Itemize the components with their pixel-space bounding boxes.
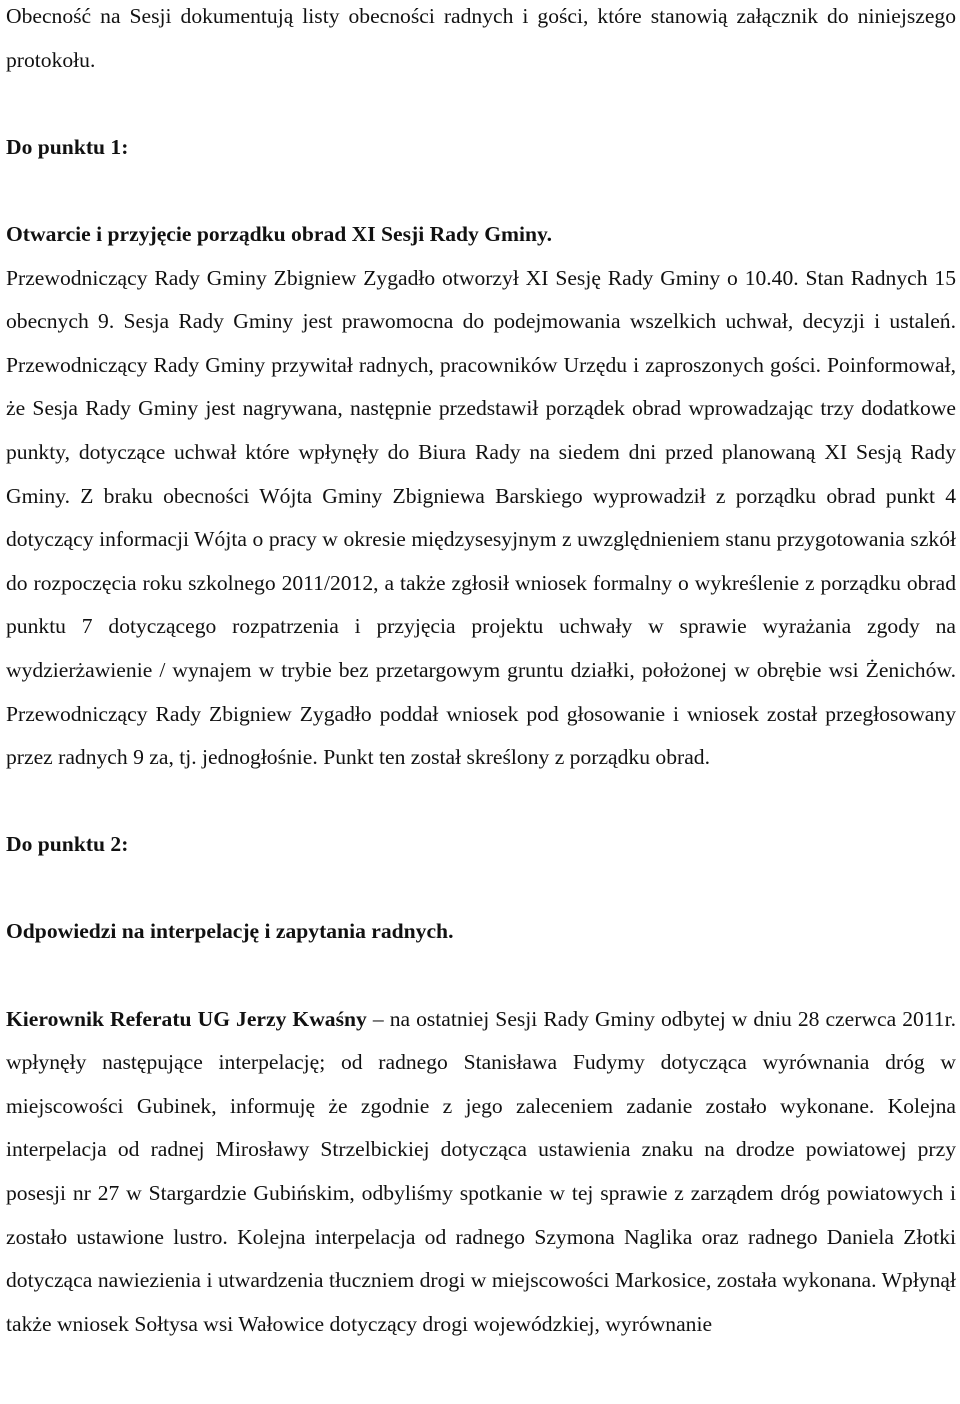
spacer [6, 82, 956, 126]
section2-title: Odpowiedzi na interpelację i zapytania radnych. [6, 919, 454, 944]
spacer [6, 954, 956, 998]
speaker-name: Kierownik Referatu UG Jerzy Kwaśny [6, 1006, 367, 1031]
spacer [6, 169, 956, 213]
intro-paragraph: Obecność na Sesji dokumentują listy obecności radnych i gości, które stanowią załącznik do niniejszego protokołu. [6, 4, 956, 72]
section2-paragraph [6, 998, 956, 1347]
section1-heading: Do punktu 1: [6, 134, 129, 159]
section1-title: Otwarcie i przyjęcie porządku obrad XI Sesji Rady Gminy. [6, 221, 553, 246]
em-dash: – [366, 1006, 390, 1031]
spacer [6, 867, 956, 911]
document-page [6, 0, 956, 1346]
section1-body: Przewodniczący Rady Gminy Zbigniew Zygadło otworzył XI Sesję Rady Gminy o 10.40. Stan Radnych 15 obecnych 9. Sesja Rady Gminy jest prawomocna do podejmowania wszelkich uchwał, decyzji i ustaleń. Przewodniczący Rady Gminy przywitał radnych, pracowników Urzędu i zaproszonych gości. Poinformował, że Sesja Rady Gminy jest nagrywana, następnie przedstawił porządek obrad wprowadzając trzy dodatkowe punkty, dotyczące uchwał które wpłynęły do Biura Rady na siedem dni przed planowaną XI Sesją Rady Gminy. Z braku obecności Wójta Gminy Zbigniewa Barskiego wyprowadził z porządku obrad punkt 4 dotyczący informacji Wójta o pracy w okresie międzysesyjnym z uwzględnieniem stanu przygotowania szkół do rozpoczęcia roku szkolnego 2011/2012, a także zgłosił wniosek formalny o wykreślenie z porządku obrad punktu 7 dotyczącego rozpatrzenia i przyjęcia projektu uchwały w sprawie wyrażania zgody na wydzierżawienie / wynajem w trybie bez przetargowym gruntu działki, położonej w obrębie wsi Żenichów. Przewodniczący Rady Zbigniew Zygadło poddał wniosek pod głosowanie i wniosek został przegłosowany przez radnych 9 za, tj. jednogłośnie. Punkt ten został skreślony z porządku obrad. [6, 265, 956, 770]
section2-body: na ostatniej Sesji Rady Gminy odbytej w dniu 28 czerwca 2011r. wpłynęły następujące interpelację; od radnego Stanisława Fudymy dotycząca wyrównania dróg w miejscowości Gubinek, informuję że zgodnie z jego zaleceniem zadanie zostało wykonane. Kolejna interpelacja od radnej Mirosławy Strzelbickiej dotycząca ustawienia znaku na drodze powiatowej przy posesji nr 27 w Stargardzie Gubińskim, odbyliśmy spotkanie w tej sprawie z zarządem dróg powiatowych i zostało ustawione lustro. Kolejna interpelacja od radnego Szymona Naglika oraz radnego Daniela Złotki dotycząca nawiezienia i utwardzenia tłuczniem drogi w miejscowości Markosice, została wykonana. Wpłynął także wniosek Sołtysa wsi Wałowice dotyczący drogi wojewódzkiej, wyrównanie [6, 1006, 957, 1336]
spacer [6, 780, 956, 824]
section2-heading: Do punktu 2: [6, 832, 129, 857]
